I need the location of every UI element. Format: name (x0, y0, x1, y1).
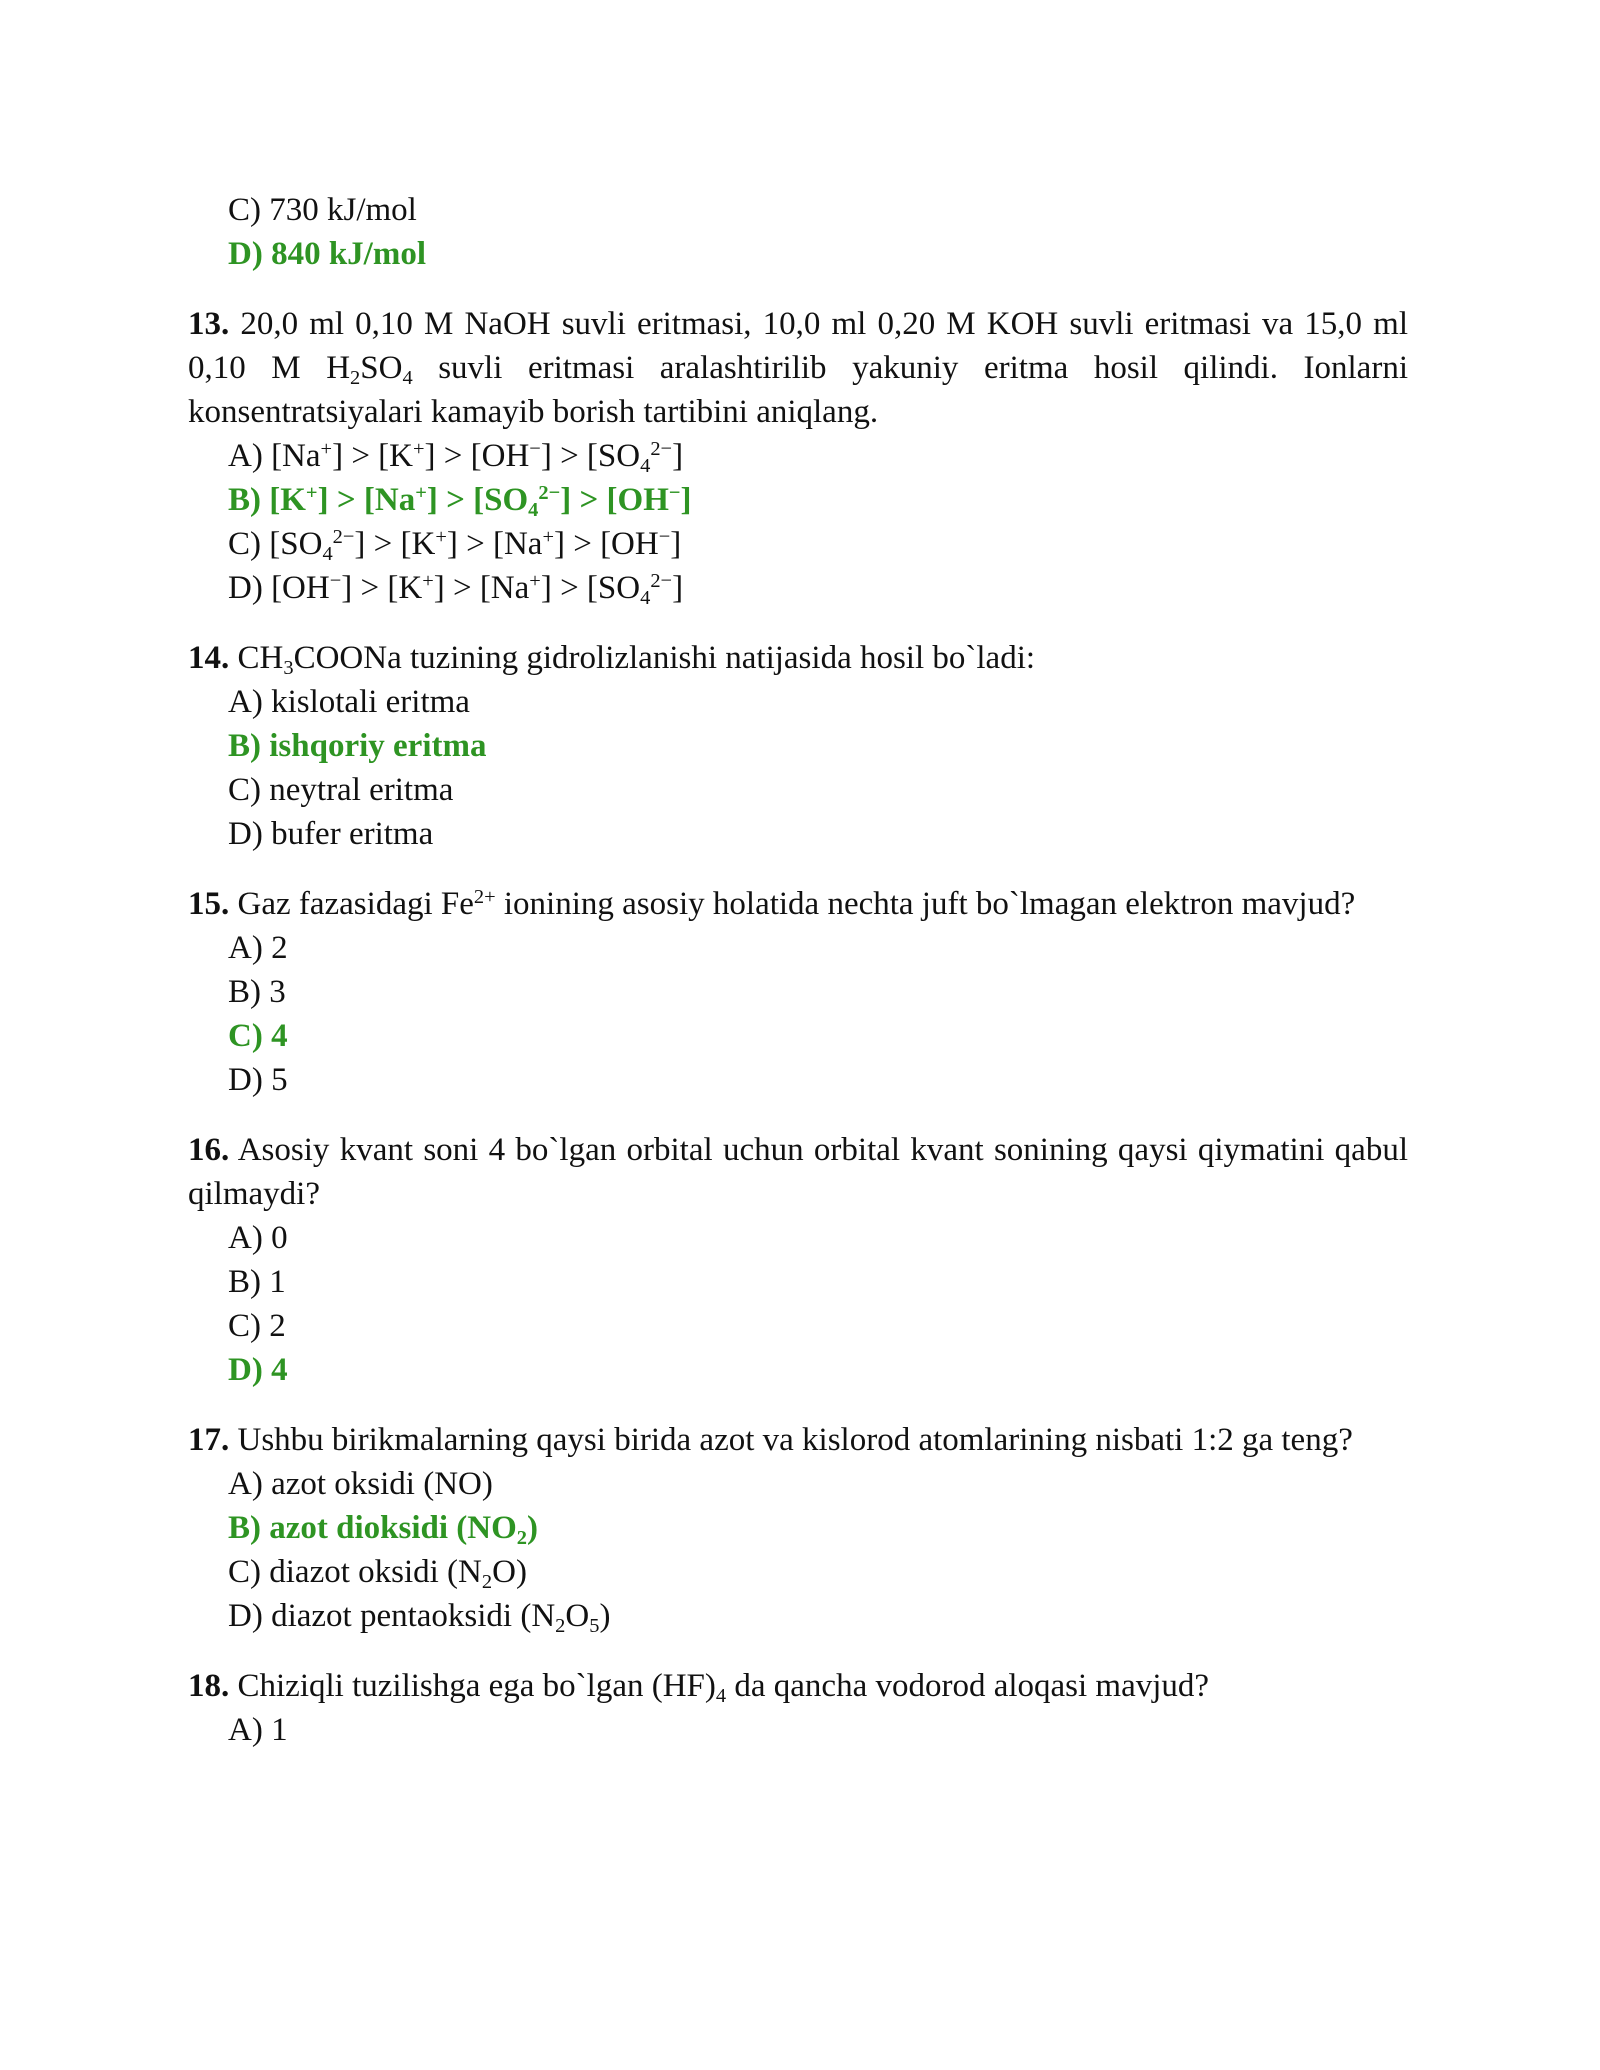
question-text (188, 636, 1408, 680)
answer-option: A) 0 (228, 1220, 288, 1256)
answer-option-correct: D) 840 kJ/mol (228, 236, 426, 272)
question-number: 15. (188, 886, 230, 922)
answer-option: D) $[OH^-] > [K^+] > [Na^+] > [SO_4^{2-}]$ (228, 569, 684, 610)
question-number: 13. (188, 306, 230, 342)
answer-option: A) 1 (228, 1712, 288, 1748)
question-text (188, 1664, 1408, 1708)
question-block (188, 636, 1408, 856)
answer-option: A) azot oksidi (NO) (228, 1466, 493, 1502)
question-block (188, 1664, 1408, 1752)
question-number: 18. (188, 1668, 230, 1704)
answer-option: C) 2 (228, 1308, 286, 1344)
answer-option: A) $[Na^+] > [K^+] > [OH^-] > [SO_4^{2-}]$ (228, 437, 684, 478)
question-body: Chiziqli tuzilishga ega bo`lgan $(HF)_4$ da qancha vodorod aloqasi mavjud? (229, 1668, 1210, 1708)
answer-option-correct: C) 4 (228, 1018, 288, 1054)
answer-option: C) 730 kJ/mol (228, 192, 417, 228)
question-number: 17. (188, 1422, 230, 1458)
question-block (188, 1128, 1408, 1392)
question-body: Ushbu birikmalarning qaysi birida azot va kislorod atomlarining nisbati 1:2 ga teng? (229, 1422, 1353, 1458)
question-body: 20,0 ml 0,10 M NaOH suvli eritmasi, 10,0 ml 0,20 M KOH suvli eritmasi va 15,0 ml 0,10 M $H_2SO_4$ suvli eritmasi aralashtirilib yakuniy eritma hosil qilindi. Ionlarni konsentratsiyalari kamayib borish tartibini aniqlang. (188, 306, 1408, 430)
answer-option: C) diazot oksidi $(N_2O)$ (228, 1554, 527, 1594)
answer-option-correct: B) ishqoriy eritma (228, 728, 487, 764)
question-text (188, 302, 1408, 434)
question-block (188, 302, 1408, 610)
answer-option-correct: B) azot dioksidi $(NO_2)$ (228, 1510, 539, 1550)
answer-option: A) kislotali eritma (228, 684, 470, 720)
question-body: Asosiy kvant soni 4 bo`lgan orbital uchun orbital kvant sonining qaysi qiymatini qabul qilmaydi? (188, 1132, 1408, 1212)
question-body: Gaz fazasidagi $Fe^{2+}$ ionining asosiy holatida nechta juft bo`lmagan elektron mavjud? (229, 885, 1356, 922)
answer-option: D) diazot pentaoksidi $(N_2O_5)$ (228, 1598, 611, 1638)
question-text (188, 1418, 1408, 1462)
question-number: 14. (188, 640, 230, 676)
answer-option: B) 1 (228, 1264, 286, 1300)
answer-option: D) 5 (228, 1062, 288, 1098)
answer-option: A) 2 (228, 930, 288, 966)
question-block (188, 1418, 1408, 1638)
question-block (188, 882, 1408, 1102)
answer-option: D) bufer eritma (228, 816, 434, 852)
previous-question-options (188, 188, 1408, 276)
answer-option: C) neytral eritma (228, 772, 454, 808)
answer-option-correct: D) 4 (228, 1352, 288, 1388)
answer-option: B) 3 (228, 974, 286, 1010)
question-number: 16. (188, 1132, 230, 1168)
question-text (188, 1128, 1408, 1216)
answer-option-correct: B) $[K^+] > [Na^+] > [SO_4^{2-}] > [OH^-]$ (228, 481, 692, 522)
question-body: $CH_3COONa$ tuzining gidrolizlanishi natijasida hosil bo`ladi: (229, 640, 1036, 680)
question-list (188, 188, 1408, 1752)
question-text (188, 882, 1408, 926)
answer-option: C) $[SO_4^{2-}] > [K^+] > [Na^+] > [OH^-]$ (228, 525, 682, 566)
